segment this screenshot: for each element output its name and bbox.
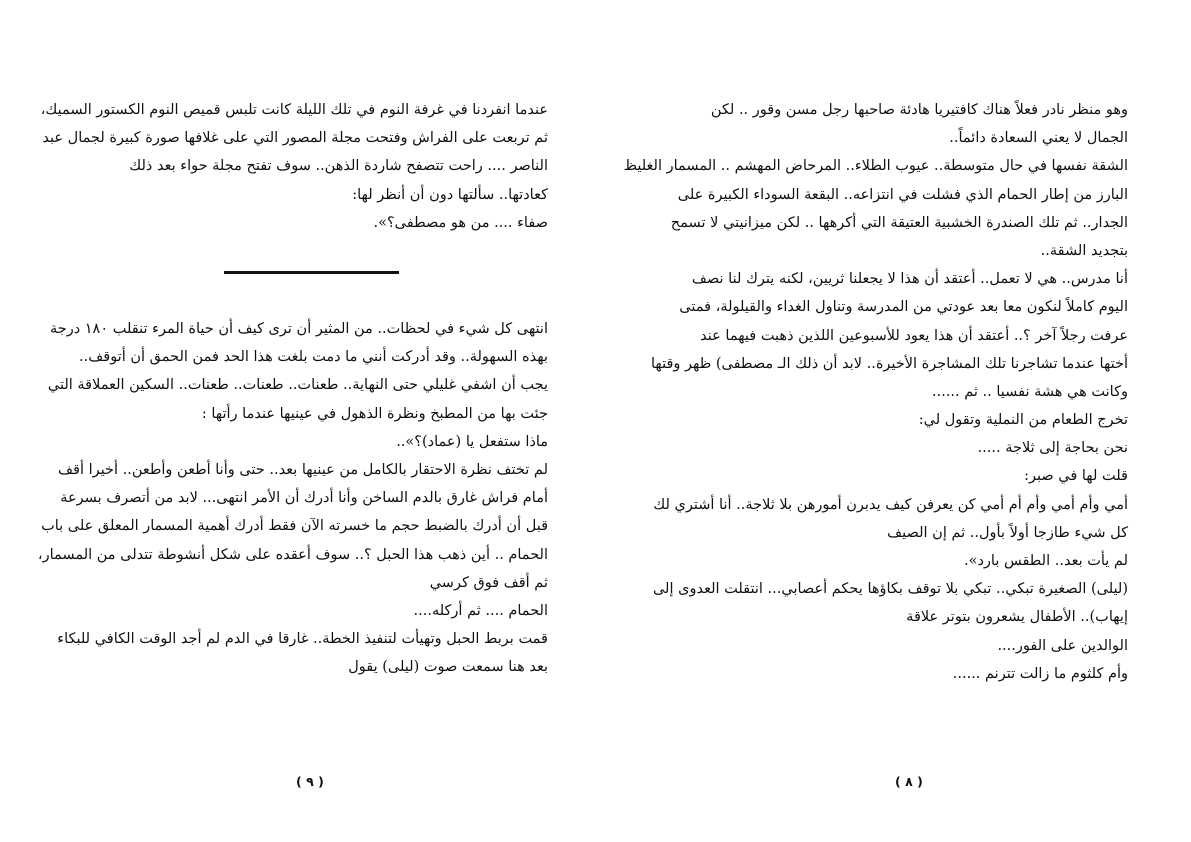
right-page-text (623, 96, 1128, 688)
left-page-section-2 (37, 315, 548, 681)
text-line: الجمال لا يعني السعادة دائماً.. (949, 130, 1128, 147)
text-line: الحمام .. أين ذهب هذا الحبل ؟.. سوف أعقده على شكل أنشوطة تتدلى من المسمار، (37, 546, 548, 563)
text-line: الحمام .... ثم أركله.... (413, 602, 548, 619)
text-line: صفاء .... من هو مصطفى؟». (373, 214, 548, 231)
text-line: جئت بها من المطبخ ونظرة الذهول في عينيها عندما رأتها : (201, 405, 548, 422)
section-separator (224, 271, 399, 274)
text-line: تخرج الطعام من النملية وتقول لي: (918, 412, 1128, 429)
text-line: لم تختف نظرة الاحتقار بالكامل من عينيها بعد.. حتى وأنا أطعن وأطعن.. أخيرا أقف (58, 461, 548, 478)
text-line: البارز من إطار الحمام الذي فشلت في انتزاعه.. البقعة السوداء الكبيرة على (677, 186, 1128, 203)
text-line: وكانت هي هشة نفسيا .. ثم ...... (932, 383, 1128, 400)
text-line: الجدار.. ثم تلك الصندرة الخشبية العتيقة التي أكرهها .. لكن ميزانيتي لا تسمح (670, 214, 1128, 231)
text-line: عندما انفردنا في غرفة النوم في تلك الليلة كانت تلبس قميص النوم الكستور السميك، (40, 102, 548, 118)
text-line: الوالدين على الفور.... (997, 637, 1128, 654)
text-line: أمي وأم أمي وأم أم أمي كن يعرفن كيف يدبرن أمورهن بلا ثلاجة.. أنا أشتري لك (653, 496, 1128, 513)
text-line: انتهى كل شيء في لحظات.. من المثير أن ترى كيف أن حياة المرء تنقلب ١٨٠ درجة (49, 321, 548, 337)
text-line: كعادتها.. سألتها دون أن أنظر لها: (352, 186, 548, 203)
text-line: أختها عندما تشاجرنا تلك المشاجرة الأخيرة.. لابد أن ذلك الـ مصطفى) ظهر وقتها (651, 355, 1128, 372)
text-line: قبل أن أدرك بالضبط حجم ما خسرته الآن فقط أدرك أهمية المسمار المعلق على باب (41, 518, 548, 535)
left-page (0, 0, 595, 842)
text-line: الشقة نفسها في حال متوسطة.. عيوب الطلاء.. المرحاض المهشم .. المسمار الغليظ (623, 158, 1128, 175)
text-line: يجب أن اشفي غليلي حتى النهاية.. طعنات.. طعنات.. طعنات.. السكين العملاقة التي (47, 377, 548, 394)
text-line: نحن بحاجة إلى ثلاجة ..... (977, 440, 1128, 457)
text-line: بعد هنا سمعت صوت (ليلى) يقول (348, 659, 548, 676)
right-page (595, 0, 1191, 842)
text-line: أمام فراش غارق بالدم الساخن وأنا أدرك أن الأمر انتهى... لابد من أتصرف بسرعة (60, 490, 548, 507)
text-line: اليوم كاملاً لنكون معا بعد عودتي من المدرسة وتناول الغداء والقيلولة، فمتى (679, 299, 1128, 316)
text-line: (ليلى) الصغيرة تبكي.. تبكي بلا توقف بكاؤها يحكم أعصابي... انتقلت العدوى إلى (652, 581, 1128, 598)
text-line: ماذا ستفعل يا (عماد)؟».. (396, 433, 548, 450)
text-line: عرفت رجلاً آخر ؟.. أعتقد أن هذا يعود للأسبوعين اللذين ذهبت فيهما عند (700, 327, 1128, 344)
text-line: ثم تربعت على الفراش وفتحت مجلة المصور التي على غلافها صورة كبيرة لجمال عبد (42, 130, 548, 147)
text-line: قلت لها في صبر: (1024, 468, 1128, 485)
text-line: قمت بربط الحبل وتهيأت لتنفيذ الخطة.. غارقا في الدم لم أجد الوقت الكافي للبكاء (57, 631, 548, 648)
text-line: ثم أقف فوق كرسي (429, 574, 548, 591)
text-line: كل شيء طازجا أولاً بأول.. ثم إن الصيف (887, 524, 1128, 541)
text-line: أنا مدرس.. هي لا تعمل.. أعتقد أن هذا لا يجعلنا ثريين، لكنه يترك لنا نصف (691, 271, 1128, 288)
text-line: لم يأت بعد.. الطقس بارد». (963, 553, 1128, 569)
text-line: بهذه السهولة.. وقد أدركت أنني ما دمت بلغت هذا الحد فمن الحمق أن أتوقف.. (79, 349, 548, 366)
text-line: الناصر .... راحت تتصفح شاردة الذهن.. سوف تفتح مجلة حواء بعد ذلك (129, 158, 548, 175)
page-number: ( ٩ ) (296, 774, 324, 789)
text-line: وأم كلثوم ما زالت تترنم ...... (952, 665, 1128, 682)
page-number: ( ٨ ) (895, 774, 923, 789)
text-line: بتجديد الشقة.. (1040, 242, 1128, 259)
text-line: إيهاب).. الأطفال يشعرون بتوتر علاقة (906, 609, 1128, 626)
left-page-section-1 (40, 96, 548, 237)
text-line: وهو منظر نادر فعلاً هناك كافتيريا هادئة صاحبها رجل مسن وقور .. لكن (710, 102, 1128, 118)
